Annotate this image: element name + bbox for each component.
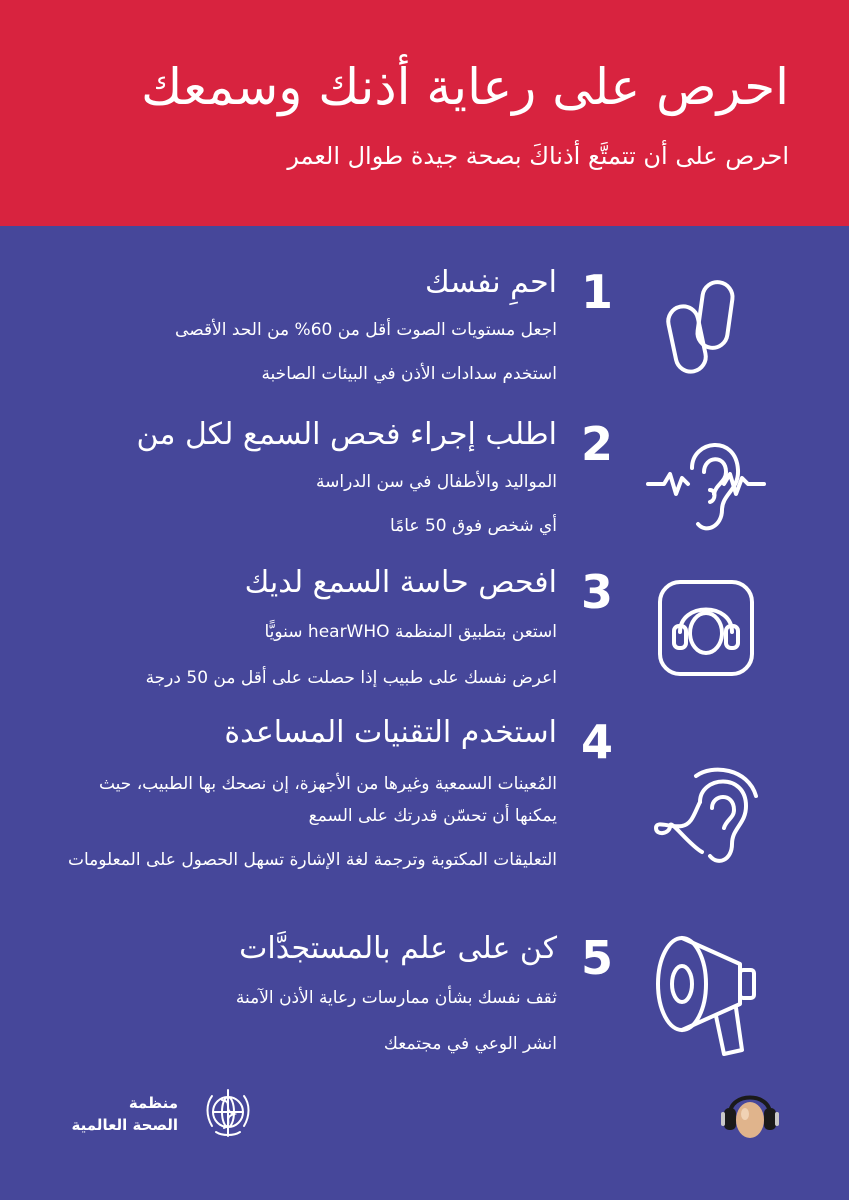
section-title: استخدم التقنيات المساعدة	[224, 715, 557, 750]
section-check-hearing	[0, 562, 849, 702]
section-number: 2	[580, 417, 613, 471]
header-banner	[0, 0, 849, 226]
hearing-aid-icon	[648, 762, 768, 872]
section-line: اعرض نفسك على طبيب إذا حصلت على أقل من 50 درجة	[145, 668, 557, 688]
who-logo	[58, 1084, 248, 1144]
page-title: احرص على رعاية أذنك وسمعك	[141, 58, 789, 116]
section-number: 4	[580, 715, 613, 769]
section-line: انشر الوعي في مجتمعك	[383, 1034, 557, 1054]
section-title: اطلب إجراء فحص السمع لكل من	[136, 417, 557, 452]
section-number: 1	[580, 265, 613, 319]
earplugs-icon	[660, 276, 750, 380]
section-stay-informed	[0, 928, 849, 1068]
section-number: 5	[580, 931, 613, 985]
section-assistive-tech	[0, 712, 849, 922]
who-logo-text	[72, 1092, 178, 1136]
section-line: ثقف نفسك بشأن ممارسات رعاية الأذن الآمنة	[235, 988, 557, 1008]
section-title: افحص حاسة السمع لديك	[244, 565, 557, 600]
section-protect-yourself	[0, 262, 849, 392]
who-emblem-icon	[204, 1086, 252, 1138]
section-title: كن على علم بالمستجدَّات	[239, 931, 557, 966]
hearwho-logo-icon	[720, 1084, 780, 1140]
section-line: المُعينات السمعية وغيرها من الأجهزة، إن نصحك بها الطبيب، حيث يمكنها أن تحسّن قدرتك على السمع	[98, 774, 557, 826]
section-line: استعن بتطبيق المنظمة hearWHO سنويًّا	[264, 622, 557, 642]
section-line: التعليقات المكتوبة وترجمة لغة الإشارة تسهل الحصول على المعلومات	[67, 850, 557, 870]
section-number: 3	[580, 565, 613, 619]
who-name-line2: الصحة العالمية	[71, 1116, 178, 1134]
page-subtitle: احرص على أن تتمتَّع أذناكَ بصحة جيدة طوال العمر	[287, 142, 789, 170]
section-line: اجعل مستويات الصوت أقل من 60% من الحد الأقصى	[175, 320, 557, 340]
megaphone-icon	[650, 934, 770, 1060]
section-line: استخدم سدادات الأذن في البيئات الصاخبة	[261, 364, 557, 384]
ear-soundwave-icon	[646, 428, 766, 540]
headphones-app-icon	[656, 578, 756, 678]
section-title: احمِ نفسك	[425, 265, 557, 300]
section-request-hearing-test	[0, 414, 849, 554]
who-name-line1: منظمة	[128, 1094, 178, 1112]
section-line: أي شخص فوق 50 عامًا	[389, 516, 557, 536]
section-line: المواليد والأطفال في سن الدراسة	[316, 472, 557, 492]
